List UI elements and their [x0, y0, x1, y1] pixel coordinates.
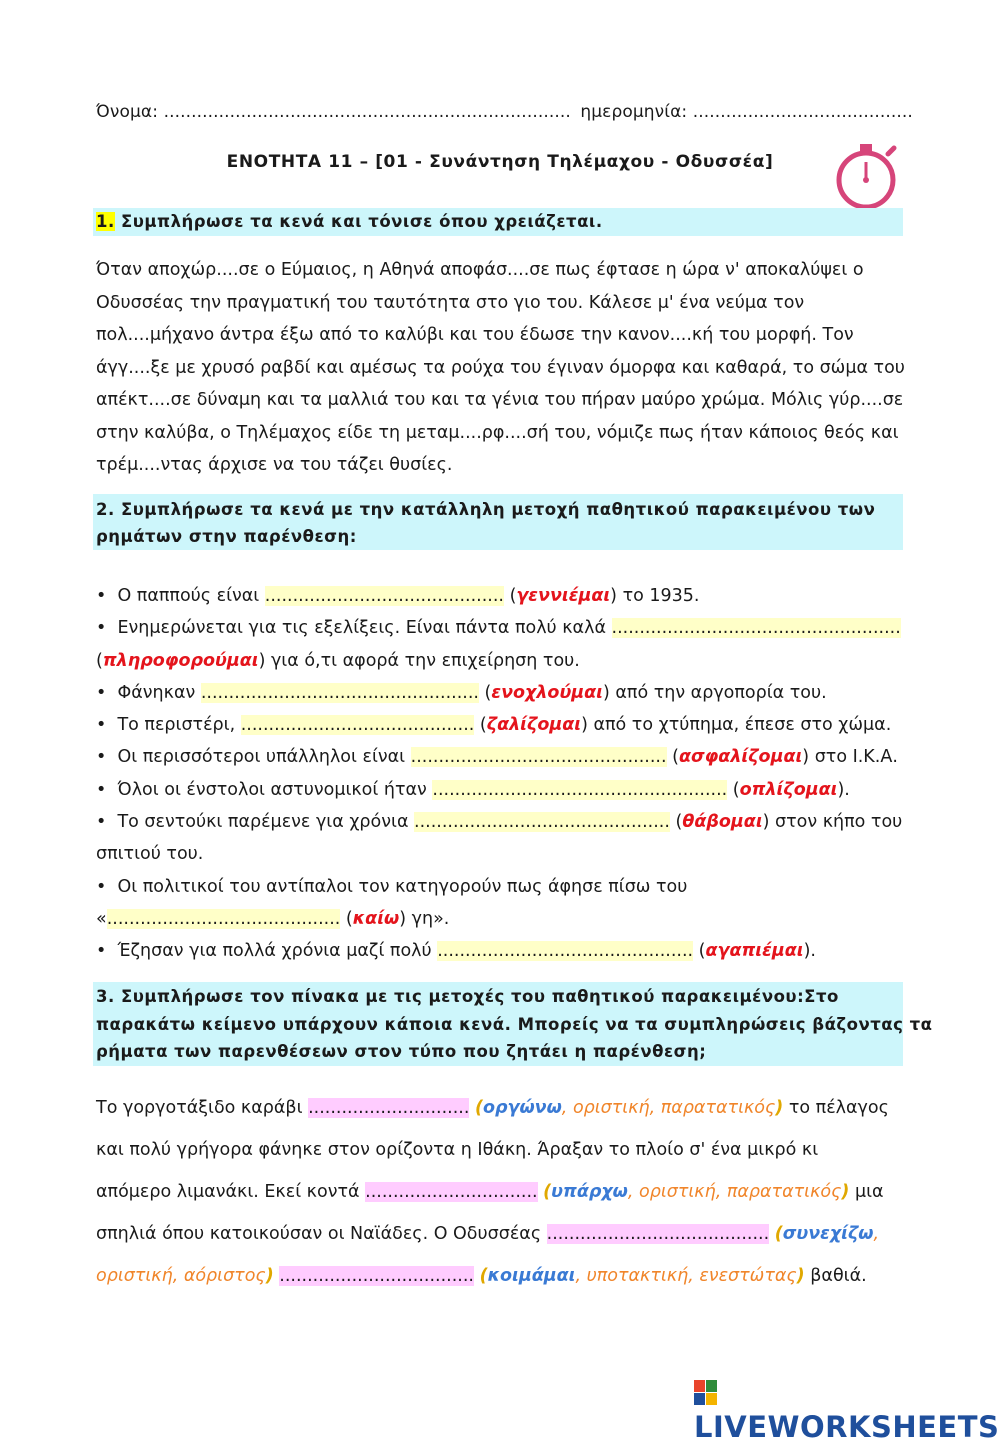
answer-blank[interactable]: .................................................. — [200, 682, 479, 703]
paren: ( — [96, 650, 103, 671]
paren: ( — [669, 812, 683, 833]
list-item — [96, 580, 902, 612]
stopwatch-icon — [832, 140, 904, 212]
form-hint: οριστική, παρατατικός — [639, 1182, 842, 1202]
paren: ). — [837, 779, 850, 800]
section1-line: άγγ....ξε με χρυσό ραβδί και αμέσως τα ρούχα του έγιναν όμορφα και καθαρά, το σώμα του — [96, 357, 905, 378]
paren: ( — [504, 586, 517, 606]
paren: ( — [666, 747, 679, 768]
answer-blank[interactable]: ................................... — [279, 1266, 474, 1286]
verb-hint: ζαλίζομαι — [486, 715, 582, 736]
item-text: για ό,τι αφορά την επιχείρηση του. — [265, 650, 580, 671]
text: Το γοργοτάξιδο καράβι — [96, 1098, 309, 1118]
answer-blank[interactable]: ............................... — [365, 1182, 538, 1202]
item-text: Όλοι οι ένστολοι αστυνομικοί ήταν — [117, 779, 433, 800]
bullet: • — [96, 812, 107, 833]
section1-line: στην καλύβα, ο Τηλέμαχος είδε τη μεταμ....ρφ....σή του, νόμιζε πως ήταν κάποιος θεός και — [96, 422, 899, 443]
section2-instruction-line1: Συμπλήρωσε τα κενά με την κατάλληλη μετοχή παθητικού παρακειμένου των — [121, 500, 876, 519]
answer-blank[interactable]: ............................. — [308, 1098, 470, 1118]
answer-blank[interactable]: ..................................................... — [432, 779, 728, 800]
paren: ) — [802, 747, 810, 768]
item-text: Οι περισσότεροι υπάλληλοι είναι — [117, 747, 411, 768]
paren: ) — [762, 812, 770, 833]
verb-hint: συνεχίζω — [782, 1224, 874, 1244]
section1-instruction-text: Συμπλήρωσε τα κενά και τόνισε όπου χρειάζεται. — [121, 212, 603, 231]
bullet: • — [96, 682, 107, 703]
verb-hint: οργώνω — [482, 1098, 562, 1118]
section2-instruction — [96, 495, 875, 552]
answer-blank[interactable]: ........................................ — [546, 1224, 770, 1244]
verb-hint: κοιμάμαι — [487, 1266, 576, 1286]
list-item — [96, 935, 902, 967]
list-item-continuation — [96, 903, 902, 935]
section1-line: Οδυσσέας την πραγματική του ταυτότητα στο γιο του. Κάλεσε μ' ένα νεύμα τον — [96, 292, 805, 313]
text-line: απόμερο λιμανάκι. Εκεί κοντά ............................... (υπάρχω, οριστική, παρατατικός) μια — [96, 1182, 884, 1202]
form-hint: οριστική, αόριστος — [96, 1266, 266, 1286]
list-item — [96, 741, 902, 773]
text: απόμερο λιμανάκι. Εκεί κοντά — [96, 1182, 366, 1202]
section2-instruction-line2: ρημάτων στην παρένθεση: — [96, 527, 357, 546]
answer-blank[interactable]: .......................................... — [240, 715, 475, 736]
item-text: σπιτιού του. — [96, 844, 204, 865]
section2-list — [96, 580, 902, 968]
answer-blank[interactable]: .............................................. — [437, 941, 694, 962]
verb-hint: γεννιέμαι — [516, 586, 611, 606]
answer-blank[interactable]: ........................................... — [264, 586, 504, 606]
section1-line: πολ....μήχανο άντρα έξω από το καλύβι και του έδωσε την κανον....κή του μορφή. Τον — [96, 325, 854, 345]
bullet: • — [96, 779, 107, 800]
text: σπηλιά όπου κατοικούσαν οι Ναϊάδες. Ο Οδυσσέας — [96, 1224, 547, 1244]
item-text: από το χτύπημα, έπεσε στο χώμα. — [587, 715, 892, 736]
paren: ( — [693, 941, 706, 962]
paren: ) — [602, 682, 610, 703]
item-text: στο Ι.Κ.Α. — [809, 747, 898, 768]
section1-line: τρέμ....ντας άρχισε να του τάζει θυσίες. — [96, 455, 453, 475]
section3-number: 3. — [96, 987, 115, 1006]
answer-blank[interactable]: .................................................... — [611, 618, 901, 639]
item-text: Το περιστέρι, — [117, 715, 241, 736]
form-hint: οριστική, παρατατικός — [572, 1098, 776, 1118]
verb-hint: ασφαλίζομαι — [678, 747, 803, 768]
verb-hint: ενοχλούμαι — [491, 682, 603, 703]
paren: ) — [399, 908, 407, 929]
answer-blank[interactable]: .......................................... — [106, 908, 341, 929]
text-line: σπηλιά όπου κατοικούσαν οι Ναϊάδες. Ο Οδυσσέας ........................................ (συνεχίζω, — [96, 1224, 880, 1244]
header-row — [96, 100, 913, 124]
text-line: και πολύ γρήγορα φάνηκε στον ορίζοντα η Ιθάκη. Άραξαν το πλοίο σ' ένα μικρό κι — [96, 1140, 819, 1160]
section3-instruction — [96, 983, 933, 1066]
list-item — [96, 709, 902, 741]
paren: ) — [610, 586, 617, 606]
form-hint: υποτακτική, ενεστώτας — [586, 1266, 797, 1286]
paren: ( — [727, 779, 740, 800]
paren: ). — [803, 941, 816, 962]
list-item — [96, 774, 902, 806]
verb-hint: καίω — [352, 908, 400, 929]
item-text: Έζησαν για πολλά χρόνια μαζί πολύ — [117, 941, 438, 962]
section1-paragraph — [96, 254, 905, 482]
bullet: • — [96, 941, 107, 962]
item-text: « — [96, 908, 107, 929]
section3-instruction-line1: Συμπλήρωσε τον πίνακα με τις μετοχές του παθητικού παρακειμένου:Στο — [121, 987, 839, 1006]
section3-paragraph — [96, 1087, 889, 1297]
verb-hint: θάβομαι — [682, 812, 763, 833]
page-title: ΕΝΟΤΗΤΑ 11 – [01 - Συνάντηση Τηλέμαχου - Οδυσσέα] — [226, 152, 774, 172]
paren: ( — [478, 682, 492, 703]
text-line: οριστική, αόριστος) ................................... (κοιμάμαι, υποτακτική, ενεστώτας) βαθιά. — [96, 1266, 867, 1286]
answer-blank[interactable]: .............................................. — [414, 812, 670, 833]
item-text: Οι πολιτικοί του αντίπαλοι τον κατηγορούν πως άφησε πίσω του — [117, 876, 688, 897]
liveworksheets-logo-icon — [694, 1380, 718, 1406]
bullet: • — [96, 715, 107, 736]
text: μια — [849, 1182, 884, 1202]
item-text: Το σεντούκι παρέμενε για χρόνια — [117, 812, 415, 833]
text: το πέλαγος — [783, 1098, 889, 1118]
name-label: Όνομα: .......................................................................... — [96, 102, 571, 122]
date-label: ημερομηνία: ........................................ — [580, 102, 913, 122]
brand-name: LIVEWORKSHEETS — [694, 1410, 1000, 1444]
liveworksheets-logo — [694, 1376, 1000, 1444]
item-text: το 1935. — [617, 586, 700, 606]
bullet: • — [96, 586, 107, 606]
section3-instruction-line3: ρήματα των παρενθέσεων στον τύπο που ζητάει η παρένθεση; — [96, 1042, 707, 1061]
bullet: • — [96, 876, 107, 897]
verb-hint: αγαπιέμαι — [705, 941, 804, 962]
item-text: Ενημερώνεται για τις εξελίξεις. Είναι πάντα πολύ καλά — [117, 618, 612, 639]
answer-blank[interactable]: .............................................. — [410, 747, 667, 768]
text: βαθιά. — [804, 1266, 867, 1286]
section1-line: Όταν αποχώρ....σε ο Εύμαιος, η Αθηνά αποφάσ....σε πως έφτασε η ώρα ν' αποκαλύψει ο — [96, 260, 864, 280]
item-text: στον κήπο του — [769, 812, 903, 833]
paren: ) — [581, 715, 588, 736]
list-item — [96, 612, 902, 644]
bullet: • — [96, 618, 107, 639]
text-line: Το γοργοτάξιδο καράβι ............................. (οργώνω, οριστική, παρατατικός) το πέλαγος — [96, 1098, 889, 1118]
paren: ) — [258, 650, 266, 671]
section1-number: 1. — [96, 212, 115, 231]
list-item — [96, 677, 902, 709]
section2-number: 2. — [96, 500, 115, 519]
list-item — [96, 806, 902, 838]
item-text: Φάνηκαν — [117, 682, 201, 703]
section1-line: απέκτ....σε δύναμη και τα μαλλιά του και τα γένια του πήραν μαύρο χρώμα. Μόλις γύρ....σε — [96, 390, 904, 410]
bullet: • — [96, 747, 107, 768]
paren: ( — [340, 908, 353, 929]
item-text: Ο παππούς είναι — [117, 586, 265, 606]
section1-instruction — [96, 207, 603, 237]
verb-hint: υπάρχω — [551, 1182, 628, 1202]
list-item-continuation — [96, 645, 902, 677]
verb-hint: οπλίζομαι — [739, 779, 838, 800]
paren: ( — [474, 715, 487, 736]
list-item — [96, 871, 902, 903]
verb-hint: πληροφορούμαι — [102, 650, 259, 671]
item-text: γη». — [406, 908, 450, 929]
list-item-continuation — [96, 838, 902, 870]
section3-instruction-line2: παρακάτω κείμενο υπάρχουν κάποια κενά. Μπορείς να τα συμπληρώσεις βάζοντας τα — [96, 1014, 933, 1034]
item-text: από την αργοπορία του. — [609, 682, 827, 703]
